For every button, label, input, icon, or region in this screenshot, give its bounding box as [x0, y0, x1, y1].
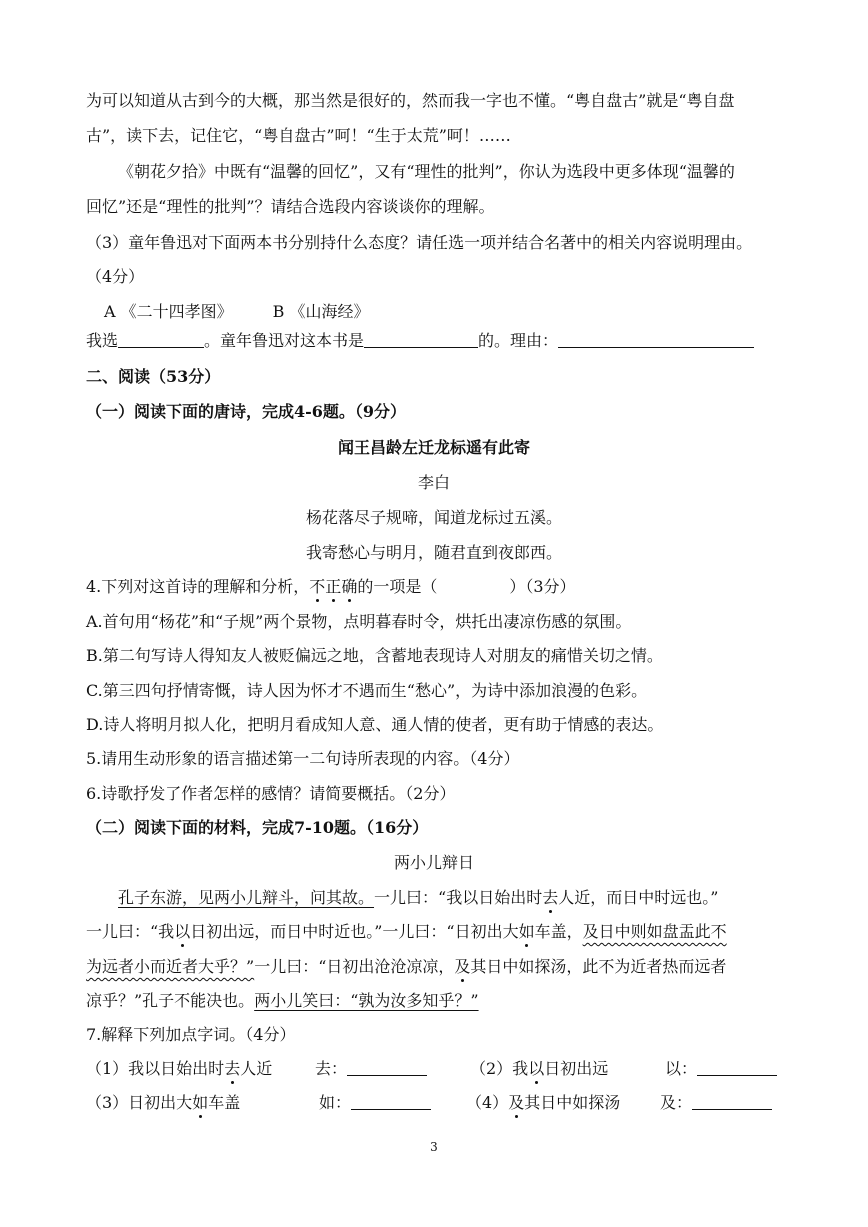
text-segment: （3）日初出大 — [86, 1093, 193, 1112]
text-segment: 一儿曰：“日初出沧沧凉凉， — [254, 957, 455, 976]
attitude-blank[interactable] — [364, 332, 478, 348]
emphasis-char: 以 — [174, 922, 191, 941]
question-7-answer-1 — [315, 1059, 427, 1079]
emphasis-char: 如 — [192, 1093, 209, 1112]
question-3-2-line-1: 《朝花夕拾》中既有“温馨的回忆”，又有“理性的批判”，你认为选段中更多体现“温馨的 — [118, 162, 735, 181]
answer-line — [86, 331, 754, 351]
emphasis-char: 去 — [542, 888, 559, 907]
passage-line-1: 为可以知道从古到今的大概，那当然是很好的，然而我一字也不懂。“粤自盘古”就是“粤自盘 — [86, 91, 735, 110]
option-a: A.首句用“杨花”和“子规”两个景物，点明暮春时令，烘托出凄凉伤感的氛围。 — [86, 612, 632, 631]
emphasis-char: 不 — [309, 577, 326, 596]
emphasis-char: 如 — [518, 922, 535, 941]
question-7-item-3 — [86, 1093, 240, 1113]
text-segment: （4） — [466, 1093, 509, 1112]
emphasis-char: 以 — [528, 1059, 545, 1078]
option-b-label: B 《山海经》 — [272, 302, 370, 321]
question-3-3-line-1: （3）童年鲁迅对下面两本书分别持什么态度？请任选一项并结合名著中的相关内容说明理由。 — [86, 233, 753, 252]
text-segment: 凉乎？”孔子不能决也。 — [86, 991, 255, 1010]
text-title: 两小儿辩日 — [393, 853, 474, 872]
text-segment: 人近，而日中时远也。” — [558, 888, 719, 907]
question-3-3-score: （4分） — [86, 267, 145, 286]
reason-blank[interactable] — [558, 332, 754, 348]
underlined-sentence: 孔子东游，见两小儿辩斗，问其故。 — [118, 888, 375, 907]
option-a-book — [104, 302, 370, 322]
emphasis-char: 去 — [224, 1059, 241, 1078]
classical-text-line-1 — [118, 888, 718, 908]
question-4-score: ）（3分） — [509, 577, 576, 596]
section-2-heading: 二、阅读（53分） — [86, 367, 221, 386]
text-segment: 其日中如探汤 — [524, 1093, 621, 1112]
question-4-stem: 4.下列对这首诗的理解和分析， — [86, 577, 310, 596]
question-7-item-1 — [86, 1059, 272, 1079]
text-segment: 一儿曰：“我 — [86, 922, 175, 941]
choice-blank[interactable] — [118, 332, 204, 348]
poem-line-1: 杨花落尽子规啼，闻道龙标过五溪。 — [305, 508, 562, 527]
question-4-paren: 的一项是（ — [357, 577, 438, 596]
text-segment: 车盖， — [534, 922, 583, 941]
question-7-item-2 — [470, 1059, 608, 1079]
emphasis-char: 正 — [325, 577, 342, 596]
text-segment: 车盖 — [208, 1093, 241, 1112]
answer-mid: 。童年鲁迅对这本书是 — [204, 331, 365, 350]
answer-blank[interactable] — [347, 1060, 427, 1076]
answer-prefix: 我选 — [86, 331, 119, 350]
passage-line-2: 古”，读下去，记住它，“粤自盘古”呵！“生于太荒”呵！…… — [86, 126, 511, 145]
subsection-2-heading: （二）阅读下面的材料，完成7-10题。（16分） — [86, 818, 429, 837]
emphasis-char: 及 — [508, 1093, 525, 1112]
question-4 — [86, 577, 576, 597]
question-7-answer-3 — [319, 1093, 431, 1113]
text-segment: 一儿曰：“我以日始出时 — [374, 888, 543, 907]
emphasis-char: 确 — [341, 577, 358, 596]
text-segment: （2）我 — [470, 1059, 529, 1078]
subsection-1-heading: （一）阅读下面的唐诗，完成4-6题。（9分） — [86, 402, 407, 421]
question-5: 5.请用生动形象的语言描述第一二句诗所表现的内容。（4分） — [86, 749, 520, 768]
option-b: B.第二句写诗人得知友人被贬偏远之地，含蓄地表现诗人对朋友的痛惜关切之情。 — [86, 646, 663, 665]
question-7-item-4 — [466, 1093, 620, 1113]
answer-label: 以： — [665, 1059, 698, 1078]
emphasis-char: 及 — [454, 957, 471, 976]
poem-line-2: 我寄愁心与明月，随君直到夜郎西。 — [305, 543, 562, 562]
poem-author: 李白 — [417, 473, 450, 492]
text-segment: 日初出远 — [544, 1059, 609, 1078]
answer-label: 去： — [315, 1059, 348, 1078]
option-d: D.诗人将明月拟人化，把明月看成知人意、通人情的使者，更有助于情感的表达。 — [86, 715, 664, 734]
page-number: 3 — [430, 1140, 438, 1154]
answer-blank[interactable] — [697, 1060, 777, 1076]
question-7-answer-4 — [660, 1093, 772, 1113]
wavy-underlined-sentence: 及日中则如盘盂此不 — [582, 922, 727, 941]
classical-text-line-3 — [86, 957, 726, 977]
poem-title: 闻王昌龄左迁龙标遥有此寄 — [337, 438, 530, 457]
question-3-2-line-2: 回忆”还是“理性的批判”？请结合选段内容谈谈你的理解。 — [86, 197, 495, 216]
answer-blank[interactable] — [351, 1094, 431, 1110]
text-segment: 日初出远，而日中时近也。”一儿曰：“日初出大 — [190, 922, 519, 941]
question-6: 6.诗歌抒发了作者怎样的感情？请简要概括。（2分） — [86, 784, 456, 803]
option-c: C.第三四句抒情寄慨，诗人因为怀才不遇而生“愁心”，为诗中添加浪漫的色彩。 — [86, 681, 648, 700]
text-segment: 人近 — [240, 1059, 273, 1078]
answer-blank[interactable] — [692, 1094, 772, 1110]
question-7-answer-2 — [665, 1059, 777, 1079]
option-a-label: A 《二十四孝图》 — [104, 302, 233, 321]
answer-label: 如： — [319, 1093, 352, 1112]
text-segment: 其日中如探汤，此不为近者热而远者 — [470, 957, 727, 976]
answer-label: 及： — [660, 1093, 693, 1112]
question-7: 7.解释下列加点字词。（4分） — [86, 1025, 296, 1044]
text-segment: （1）我以日始出时 — [86, 1059, 225, 1078]
classical-text-line-4 — [86, 991, 479, 1011]
classical-text-line-2 — [86, 922, 727, 942]
answer-reason: 的。理由： — [478, 331, 559, 350]
underlined-sentence: 两小儿笑曰：“孰为汝多知乎？” — [254, 991, 479, 1010]
wavy-underlined-sentence: 为远者小而近者大乎？” — [86, 957, 255, 976]
